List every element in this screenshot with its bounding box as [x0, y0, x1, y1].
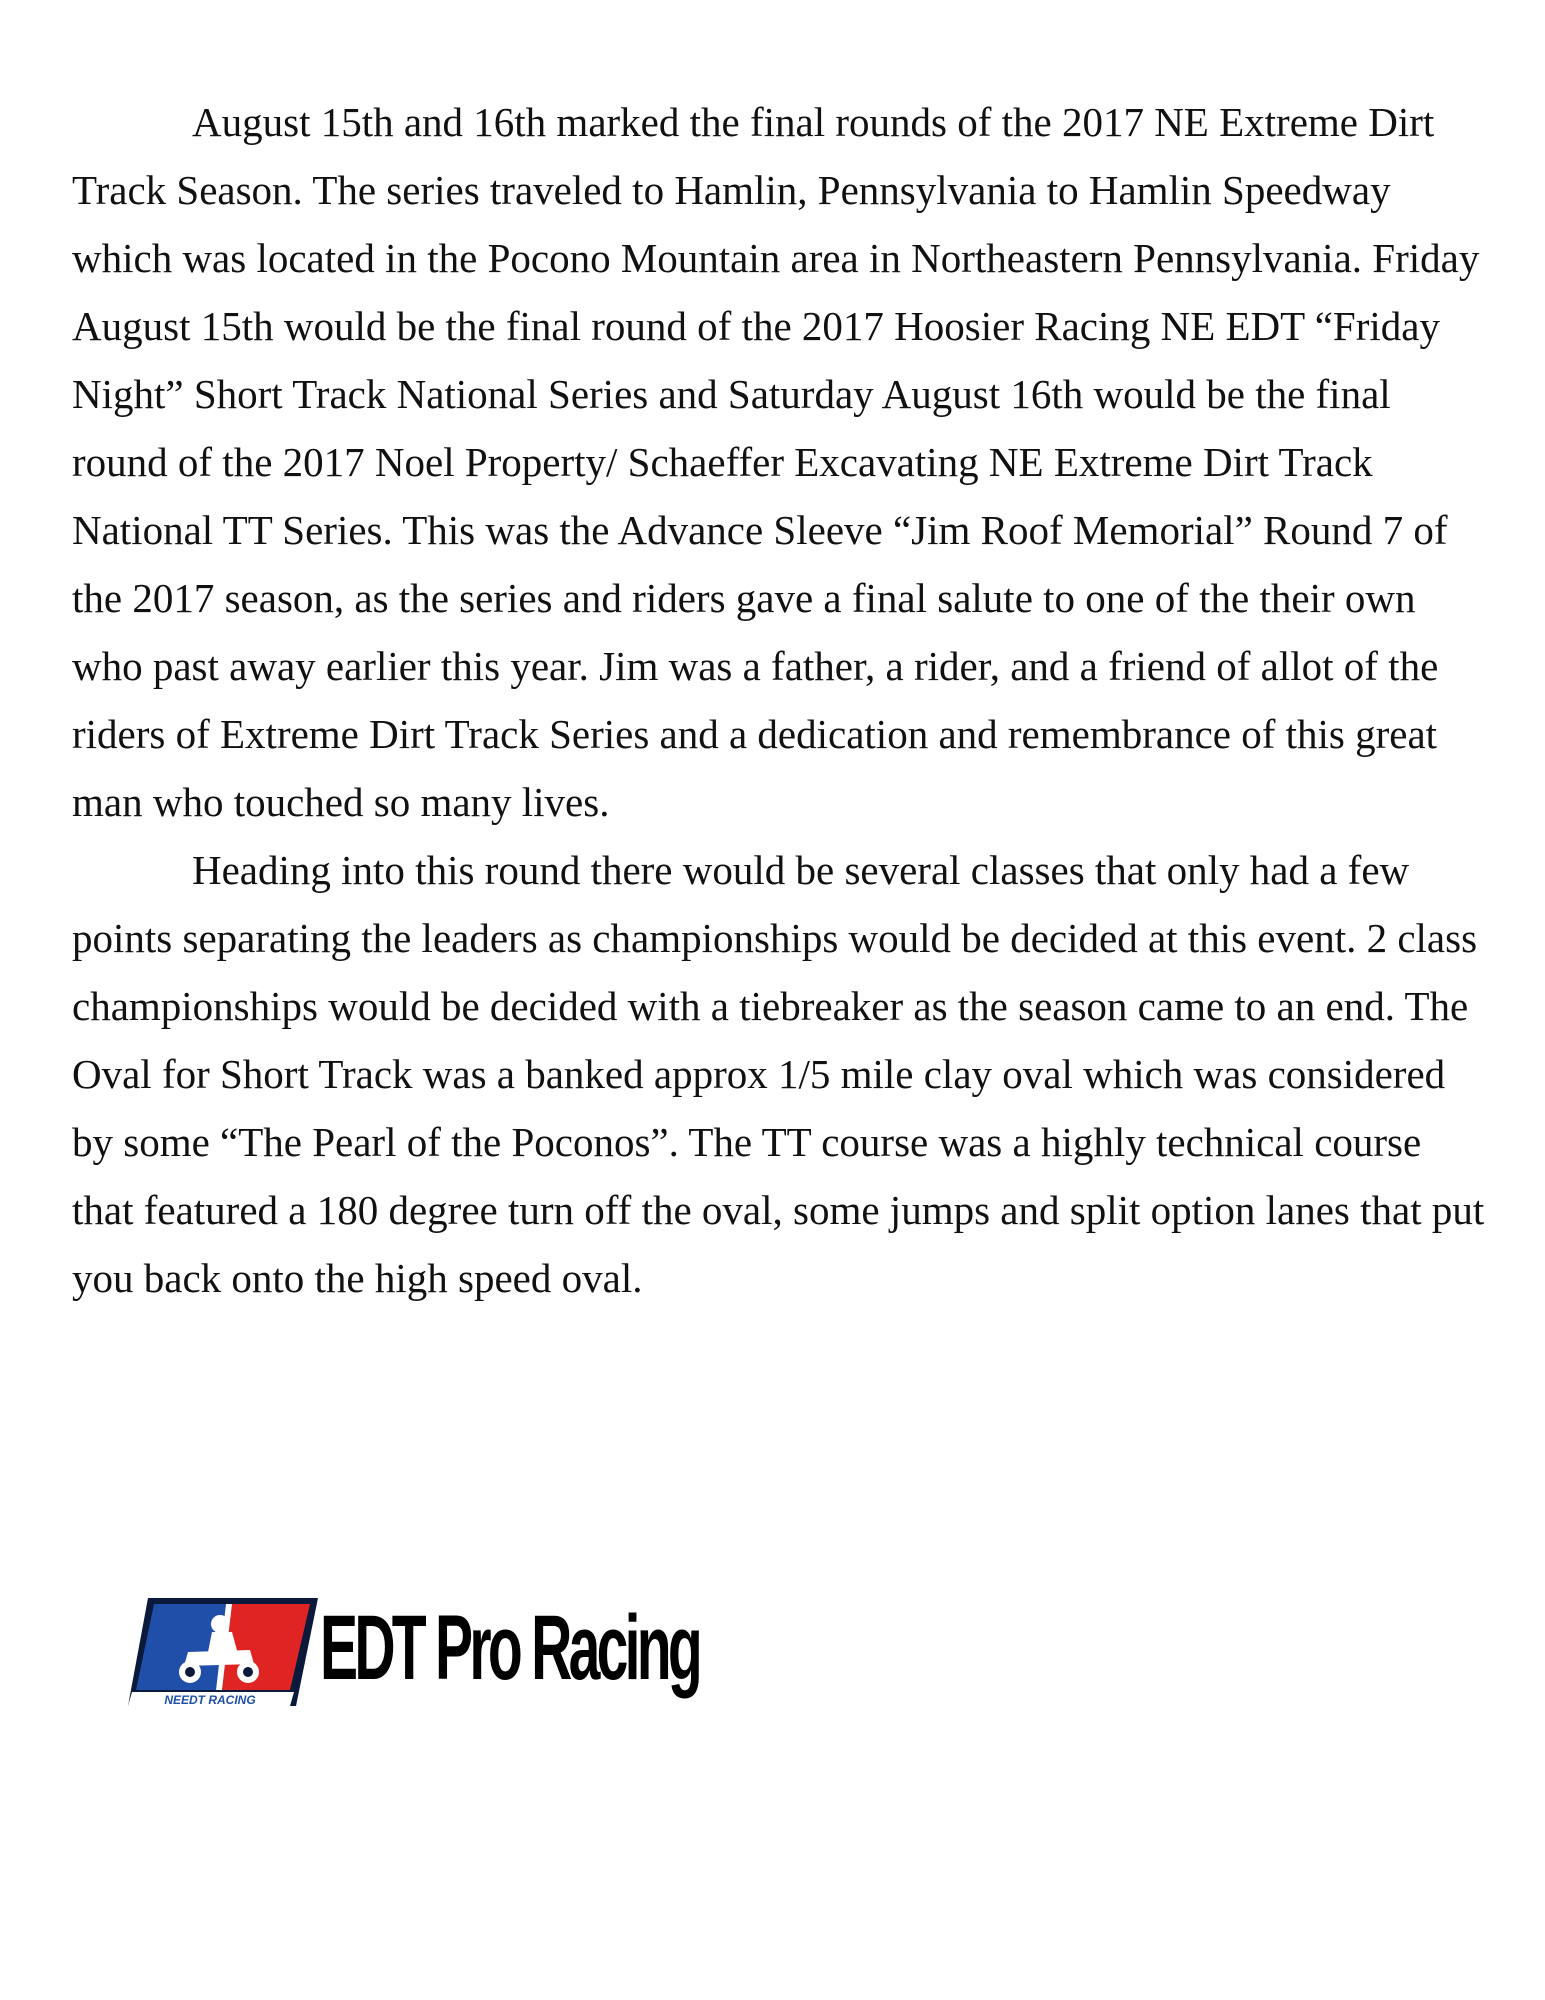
needt-racing-badge-icon — [128, 1594, 318, 1710]
article-paragraph-2: Heading into this round there would be several classes that only had a few points separating the leaders as championships would be decided at this event. 2 class championships would be decided with a tiebreaker as the season came to an end. The Oval for Short Track was a banked approx 1/5 mile clay oval which was considered by some “The Pearl of the Poconos”. The TT course was a highly technical course that featured a 180 degree turn off the oval, some jumps and split option lanes that put you back onto the high speed oval. — [72, 847, 1485, 1301]
article-body — [72, 88, 1492, 1312]
logo-wordmark: EDT Pro Racing — [320, 1597, 699, 1699]
article-paragraph-1: August 15th and 16th marked the final rounds of the 2017 NE Extreme Dirt Track Season. The series traveled to Hamlin, Pennsylvania to Hamlin Speedway which was located in the Pocono Mountain area in Northeastern Pennsylvania. Friday August 15th would be the final round of the 2017 Hoosier Racing NE EDT “Friday Night” Short Track National Series and Saturday August 16th would be the final round of the 2017 Noel Property/ Schaeffer Excavating NE Extreme Dirt Track National TT Series. This was the Advance Sleeve “Jim Roof Memorial” Round 7 of the 2017 season, as the series and riders gave a final salute to one of the their own who past away earlier this year. Jim was a father, a rider, and a friend of allot of the riders of Extreme Dirt Track Series and a dedication and remembrance of this great man who touched so many lives. — [72, 99, 1480, 825]
badge-text: NEEDT RACING — [164, 1693, 256, 1707]
edt-pro-racing-logo — [128, 1588, 699, 1718]
